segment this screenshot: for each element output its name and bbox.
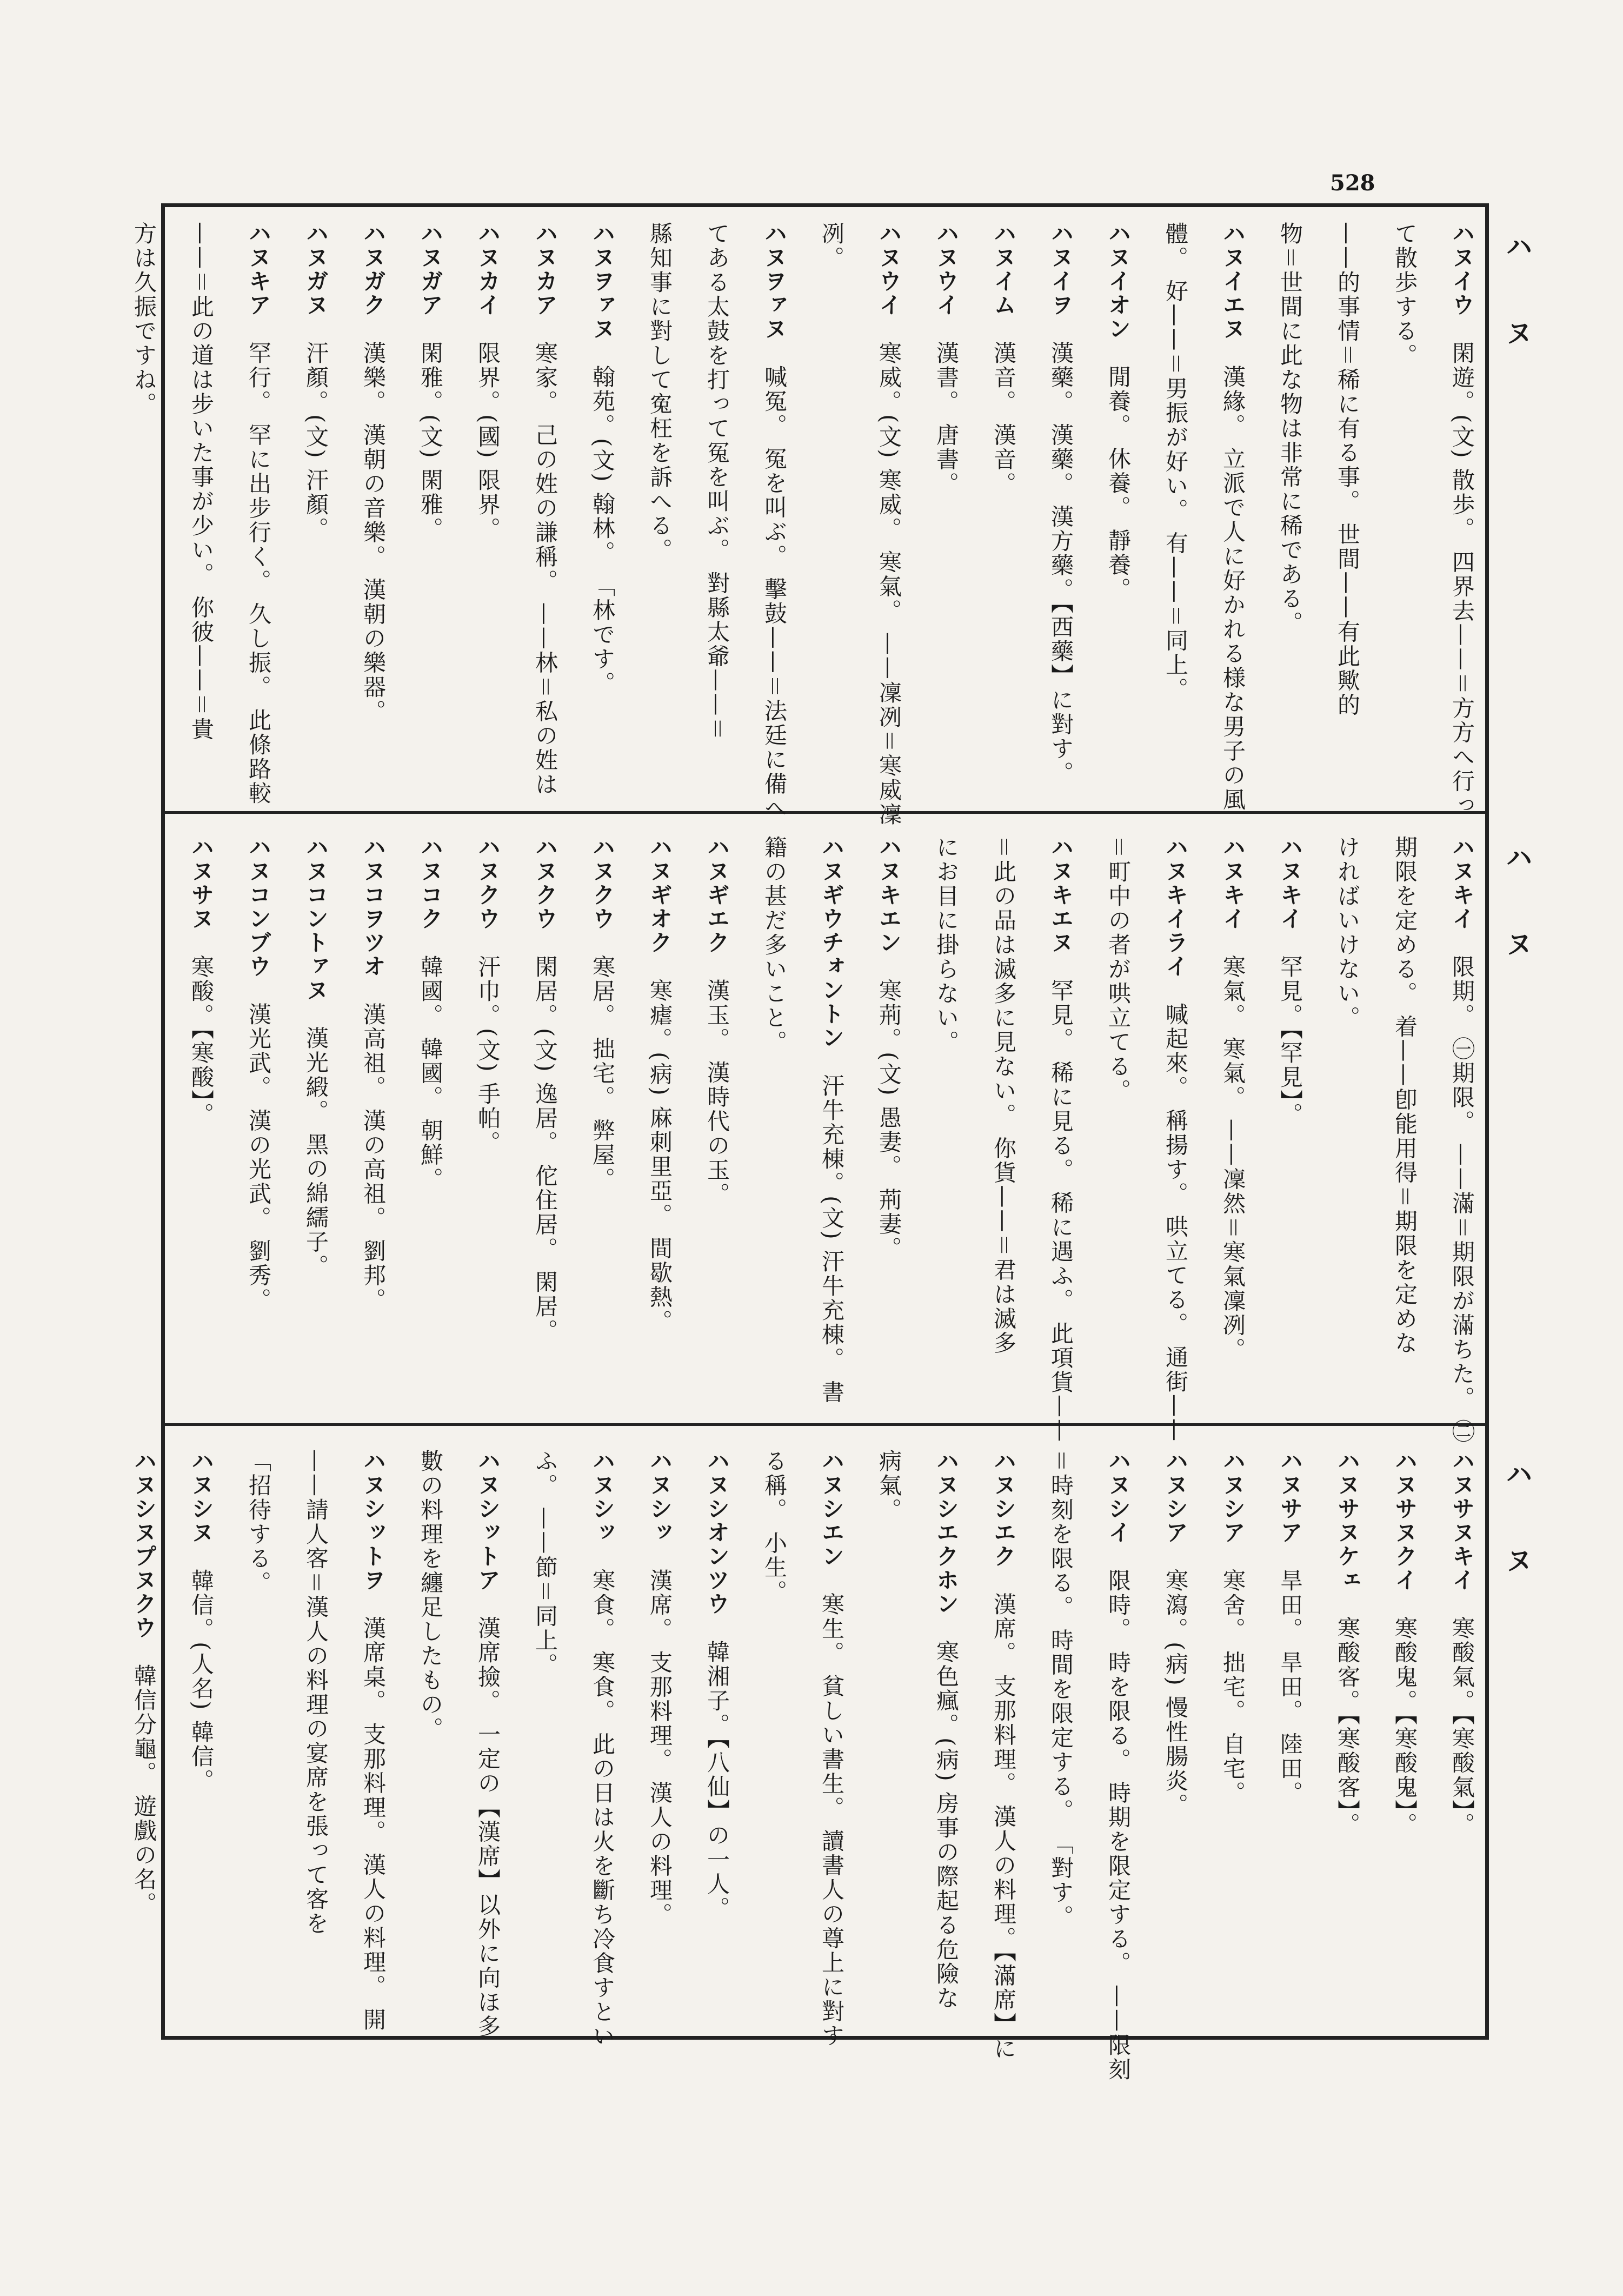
entry-line — [240, 1449, 270, 2028]
entry-line — [297, 1449, 327, 2028]
entry-definition: 數の料理を纏足したもの。 — [417, 1449, 444, 1741]
entry-definition: 罕行。 罕に出步行く。 久し振。 此條路較 — [245, 341, 272, 806]
entry-definition: る稱。 小生。 — [761, 1449, 788, 1604]
entry-definition: 漢緣。 立派で人に好かれる様な男子の風 — [1220, 365, 1246, 812]
dictionary-entry — [786, 222, 902, 827]
entry-headword: ハヌウイ — [933, 222, 960, 317]
entry-line — [1156, 1449, 1187, 2028]
entry-line — [641, 222, 671, 800]
entry-line — [870, 1449, 900, 2028]
band-divider-1 — [161, 811, 1489, 814]
entry-definition: 喊起來。 稱揚す。 哄立てる。 通街—— — [1162, 1003, 1189, 1443]
entry-line — [755, 222, 788, 821]
entry-definition: 體。 好——＝男振が好い。 有——＝同上。 — [1162, 222, 1189, 702]
entry-headword: ハヌキエン — [876, 835, 902, 954]
entry-headword: ハヌコヲツオ — [360, 835, 387, 978]
entry-line — [755, 1449, 786, 2028]
entry-line — [1156, 835, 1189, 1443]
dictionary-entry — [1072, 222, 1132, 800]
entry-line — [1099, 222, 1132, 800]
dictionary-entry — [384, 1449, 501, 2039]
entry-line — [698, 1449, 728, 2028]
entry-headword: ハヌシイ — [1105, 1449, 1132, 1544]
entry-line — [1099, 835, 1132, 1414]
entry-headword: ハヌギオク — [647, 835, 673, 954]
entry-headword: ハヌコク — [417, 835, 444, 931]
entry-definition: 閑遊。(文) 散歩。 四界去——＝方方へ行っ — [1449, 341, 1475, 818]
entry-definition: 漢席桌。 支那料理。 漢人の料理。 開 — [360, 1616, 387, 2033]
entry-definition: 汗牛充棟。(文) 汗牛充棟。 書 — [819, 1074, 845, 1405]
entry-line — [1328, 1449, 1359, 2028]
entry-definition: 翰苑。(文) 翰林。 「林です。 — [589, 365, 616, 696]
entry-definition: 病氣。 — [876, 1449, 902, 1522]
entry-line — [1328, 835, 1359, 1414]
entry-headword: ハヌクウ — [532, 835, 558, 931]
entry-line — [469, 1449, 501, 2039]
entry-definition: 漢光武。 漢の光武。 劉秀。 — [245, 1003, 272, 1312]
entry-definition: 物＝世間に此な物は非常に稀である。 — [1277, 222, 1303, 636]
entry-line — [297, 835, 327, 1414]
dictionary-entry — [442, 835, 499, 1414]
entry-line — [927, 1449, 960, 2028]
entry-definition: 「招待する。 — [245, 1449, 272, 1595]
entry-definition: ＝此の品は滅多に見ない。 你貨——＝君は滅多 — [990, 835, 1017, 1356]
entry-definition: 閒養。 休養。 靜養。 — [1105, 365, 1132, 602]
entry-line — [1042, 222, 1072, 800]
entry-line — [927, 222, 960, 800]
entry-definition: 閑雅。(文) 閑雅。 — [417, 341, 444, 542]
entry-headword: ハヌキア — [245, 222, 272, 317]
dictionary-entry — [212, 1449, 387, 2033]
entry-headword: ハヌシッ — [589, 1449, 616, 1544]
dictionary-entry — [671, 835, 728, 1414]
entry-definition: 限期。 ㊀期限。 ——滿＝期限が滿ちた。 ㊁ — [1449, 955, 1475, 1444]
dictionary-entry — [384, 222, 442, 800]
entry-headword: ハヌイオン — [1105, 222, 1132, 341]
entry-definition: 限界。(國) 限界。 — [475, 341, 501, 542]
band-label-3: ハ ヌ — [1501, 1460, 1533, 1598]
entry-line — [297, 222, 327, 800]
entry-headword: ハヌサヌ — [188, 835, 215, 931]
dictionary-entry — [1359, 1449, 1416, 2028]
entry-definition: 寒酸氣。【寒酸氣】。 — [1449, 1616, 1475, 1837]
entry-headword: ハヌガア — [417, 222, 444, 317]
dictionary-entry — [270, 222, 327, 800]
entry-definition: 寒舍。 拙宅。 自宅。 — [1220, 1569, 1246, 1806]
entry-line — [641, 1449, 671, 2028]
dictionary-entry — [98, 222, 272, 806]
entry-definition: ——請人客＝漢人の料理の宴席を張って客を — [303, 1449, 329, 1936]
dictionary-entry — [1244, 1449, 1301, 2028]
entry-definition: 喊冤。 冤を叫ぶ。 擊鼓——＝法廷に備へ — [761, 365, 788, 821]
entry-definition: 漢席。 支那料理。 漢人の料理。 — [647, 1569, 673, 1927]
dictionary-entry — [327, 835, 387, 1414]
band-2 — [178, 835, 1475, 1444]
entry-definition: 韓國。 韓國。 朝鮮。 — [417, 955, 444, 1192]
entry-definition: 漢高祖。 漢の高祖。 劉邦。 — [360, 1003, 387, 1312]
entry-line — [1271, 222, 1301, 800]
dictionary-entry — [614, 835, 671, 1414]
entry-line — [1156, 222, 1187, 800]
entry-headword: ハヌキイ — [1220, 835, 1246, 931]
entry-headword: ハヌサヌクイ — [1392, 1449, 1418, 1592]
entry-headword: ハヌイウ — [1449, 222, 1475, 317]
entry-line — [1214, 835, 1244, 1414]
entry-line — [583, 1449, 616, 2049]
entry-definition: ければいけない。 — [1334, 835, 1361, 1030]
dictionary-entry — [1129, 1449, 1187, 2028]
entry-definition: 閑居。(文) 逸居。 佗住居。 閑居。 — [532, 955, 558, 1343]
entry-definition: 旱田。 旱田。 陸田。 — [1277, 1569, 1303, 1806]
dictionary-entry — [1244, 222, 1359, 800]
entry-line — [1386, 1449, 1416, 2028]
entry-headword: ハヌキエヌ — [1048, 835, 1074, 954]
dictionary-entry — [1015, 1449, 1132, 2082]
dictionary-entry — [1244, 835, 1301, 1414]
entry-headword: ハヌシエクホン — [933, 1449, 960, 1616]
dictionary-entry — [1301, 1449, 1359, 2028]
entry-definition: 寒食。 寒食。 此の日は火を斷ち冷食すとい — [589, 1569, 616, 2049]
entry-line — [240, 835, 270, 1414]
entry-line — [526, 1449, 556, 2028]
entry-definition: 冽。 — [819, 222, 845, 270]
entry-line — [813, 835, 843, 1414]
dictionary-entry — [728, 835, 843, 1414]
entry-definition: 寒酸。【寒酸】。 — [188, 955, 215, 1127]
entry-definition: にお目に掛らない。 — [933, 835, 960, 1054]
entry-definition: 韓信分龜。 遊戲の名。 — [131, 1664, 157, 1916]
entry-definition: ＝時刻を限る。 時間を限定する。 「對す。 — [1048, 1449, 1074, 1929]
entry-headword: ハヌシア — [1162, 1449, 1189, 1544]
entry-definition: 漢玉。 漢時代の玉。 — [704, 979, 730, 1207]
entry-headword: ハヌギエク — [704, 835, 730, 954]
entry-line — [411, 835, 442, 1414]
entry-line — [641, 835, 671, 1414]
band-label-2: ハ ヌ — [1501, 844, 1533, 982]
entry-definition: 漢光緞。 黑の綿繻子。 — [303, 1026, 329, 1279]
entry-headword: ハヌシエン — [819, 1449, 845, 1568]
entry-line — [870, 835, 900, 1414]
dictionary-entry — [1416, 1449, 1473, 2028]
dictionary-entry — [499, 835, 556, 1414]
entry-line — [813, 222, 843, 800]
dictionary-entry — [728, 1449, 845, 2048]
entry-definition: 漢樂。 漢朝の音樂。 漢朝の樂器。 — [360, 341, 387, 724]
dictionary-entry — [98, 1449, 155, 2028]
dictionary-entry — [1015, 222, 1072, 800]
dictionary-entry — [957, 222, 1015, 800]
entry-line — [1386, 222, 1416, 800]
dictionary-entry — [212, 835, 270, 1414]
entry-definition: 寒瀉。(病) 慢性腸炎。 — [1162, 1569, 1189, 1818]
entry-line — [411, 222, 442, 800]
dictionary-entry — [957, 1449, 1017, 2061]
entry-line — [927, 835, 960, 1414]
entry-headword: ハヌシヌ — [188, 1449, 215, 1544]
entry-headword: ハヌキイ — [1277, 835, 1303, 931]
entry-line — [1443, 1449, 1473, 2028]
entry-definition: 縣知事に對して寃枉を訴へる。 — [647, 222, 673, 562]
entry-line — [354, 835, 387, 1414]
entry-line — [1328, 222, 1359, 800]
dictionary-entry — [1359, 222, 1475, 818]
entry-definition: 寒氣。 寒氣。 ——凜然＝寒氣凜冽。 — [1220, 955, 1246, 1362]
entry-line — [1443, 835, 1475, 1444]
entry-definition: 寒威。(文) 寒威。 寒氣。 ——凜冽＝寒威凜 — [876, 341, 902, 827]
entry-line — [354, 222, 387, 800]
dictionary-entry — [556, 222, 614, 800]
entry-definition: ＝町中の者が哄立てる。 — [1105, 835, 1132, 1104]
entry-line — [125, 222, 155, 800]
entry-definition: 寒瘧。(病) 麻刺里亞。 間歇熱。 — [647, 979, 673, 1334]
entry-line — [1099, 1449, 1132, 2082]
entry-headword: ハヌヲァヌ — [761, 222, 788, 341]
entry-definition: 罕見。【罕見】。 — [1277, 955, 1303, 1127]
entry-line — [985, 1449, 1017, 2061]
dictionary-entry — [900, 222, 960, 800]
dictionary-entry — [442, 222, 499, 800]
entry-headword: ハヌシヌプヌクウ — [131, 1449, 157, 1640]
dictionary-entry — [327, 222, 387, 800]
entry-line — [182, 222, 215, 800]
dictionary-entry — [155, 1449, 215, 2028]
entry-line — [526, 222, 556, 800]
entry-headword: ハヌサア — [1277, 1449, 1303, 1544]
dictionary-entry — [614, 1449, 671, 2028]
entry-line — [1271, 1449, 1301, 2028]
entry-headword: ハヌサヌキイ — [1449, 1449, 1475, 1592]
entry-line — [125, 1449, 155, 2028]
dictionary-entry — [671, 1449, 728, 2028]
dictionary-entry — [900, 835, 1074, 1444]
entry-line — [1443, 222, 1475, 818]
entry-headword: ハヌシッ — [647, 1449, 673, 1544]
dictionary-entry — [556, 835, 614, 1414]
entry-headword: ハヌガヌ — [303, 222, 329, 317]
entry-headword: ハヌシットア — [475, 1449, 501, 1592]
entry-line — [583, 222, 614, 800]
entry-line — [469, 222, 499, 800]
entry-definition: 漢音。 漢音。 — [990, 341, 1017, 496]
entry-definition: 汗巾。(文) 手帕。 — [475, 955, 501, 1156]
entry-definition: 韓湘子。【八仙】の一人。 — [704, 1640, 730, 1921]
dictionary-entry — [1187, 835, 1244, 1414]
entry-line — [469, 835, 499, 1414]
entry-headword: ハヌシエク — [990, 1449, 1017, 1568]
entry-headword: ハヌイム — [990, 222, 1017, 317]
entry-definition: 寒酸客。【寒酸客】。 — [1334, 1616, 1361, 1837]
dictionary-entry — [843, 1449, 960, 2028]
entry-headword: ハヌシア — [1220, 1449, 1246, 1544]
entry-line — [240, 222, 272, 806]
entry-definition: ふ。 ——節＝同上。 — [532, 1449, 558, 1677]
entry-headword: ハヌシットヲ — [360, 1449, 387, 1592]
entry-definition: 寒生。 貧しい書生。 讀書人の尊上に對す — [819, 1592, 845, 2048]
entry-line — [698, 835, 728, 1414]
entry-line — [1042, 835, 1074, 1444]
entry-line — [755, 835, 786, 1414]
band-3 — [131, 1449, 1475, 2082]
entry-definition: 寒居。 拙宅。 弊屋。 — [589, 955, 616, 1192]
entry-headword: ハヌコンブウ — [245, 835, 272, 978]
entry-headword: ハヌイヲ — [1048, 222, 1074, 317]
entry-definition: 漢藥。 漢藥。 漢方藥。【西藥】に對す。 — [1048, 341, 1074, 786]
entry-line — [1042, 1449, 1072, 2028]
entry-headword: ハヌガク — [360, 222, 387, 317]
entry-definition: 漢席撿。 一定の【漢席】以外に向ほ多 — [475, 1616, 501, 2039]
entry-definition: 寒酸鬼。【寒酸鬼】。 — [1392, 1616, 1418, 1837]
entry-line — [182, 1449, 215, 2028]
entry-definition: 漢席。 支那料理。 漢人の料理。【滿席】に — [990, 1592, 1017, 2061]
entry-headword: ハヌウイ — [876, 222, 902, 317]
entry-definition: 籍の甚だ多いこと。 — [761, 835, 788, 1054]
entry-definition: てある太鼓を打って冤を叫ぶ。 對縣太爺——＝ — [704, 222, 730, 742]
entry-definition: 韓信。(人名) 韓信。 — [188, 1569, 215, 1794]
entry-line — [985, 835, 1015, 1414]
dictionary-entry — [614, 222, 788, 821]
dictionary-entry — [155, 835, 215, 1414]
entry-headword: ハヌシオンツウ — [704, 1449, 730, 1616]
dictionary-entry — [843, 835, 900, 1414]
dictionary-entry — [384, 835, 442, 1414]
entry-headword: ハヌギウチォントン — [819, 835, 845, 1050]
dictionary-entry — [1301, 835, 1475, 1444]
entry-line — [1271, 835, 1301, 1414]
entry-line — [698, 222, 728, 800]
entry-line — [526, 835, 556, 1414]
entry-definition: ——＝此の道は步いた事が少い。 你彼——＝貴 — [188, 222, 215, 742]
entry-line — [813, 1449, 845, 2048]
entry-headword: ハヌカア — [532, 222, 558, 317]
entry-headword: ハヌカイ — [475, 222, 501, 317]
dictionary-entry — [1129, 222, 1246, 812]
band-label-1: ハ ヌ — [1501, 233, 1533, 371]
entry-headword: ハヌヲァヌ — [589, 222, 616, 341]
entry-headword: ハヌクウ — [589, 835, 616, 931]
entry-definition: ——的事情＝稀に有る事。 世間——有此歟的 — [1334, 222, 1361, 718]
entry-line — [985, 222, 1015, 800]
entry-line — [1386, 835, 1416, 1414]
entry-headword: ハヌキイライ — [1162, 835, 1189, 978]
dictionary-entry — [1072, 835, 1189, 1443]
entry-line — [182, 835, 215, 1414]
band-1 — [131, 222, 1475, 827]
entry-headword: ハヌサヌケェ — [1334, 1449, 1361, 1592]
entry-definition: 限時。 時を限る。 時期を限定する。 ——限刻 — [1105, 1569, 1132, 2082]
entry-headword: ハヌイエヌ — [1220, 222, 1246, 341]
entry-line — [870, 222, 902, 827]
dictionary-entry — [499, 1449, 616, 2049]
entry-definition: 寒荊。(文) 愚妻。 荊妻。 — [876, 979, 902, 1261]
dictionary-entry — [1187, 1449, 1244, 2028]
entry-line — [354, 1449, 387, 2033]
dictionary-entry — [499, 222, 556, 800]
band-divider-2 — [161, 1423, 1489, 1426]
entry-headword: ハヌクウ — [475, 835, 501, 931]
entry-definition: 漢書。 唐書。 — [933, 341, 960, 496]
entry-definition: 汗顏。(文) 汗顏。 — [303, 341, 329, 542]
entry-line — [583, 835, 614, 1414]
entry-line — [411, 1449, 442, 2028]
entry-definition: 寒家。 己の姓の謙稱。 ——林＝私の姓は — [532, 341, 558, 797]
entry-definition: 寒色瘋。(病) 房事の際起る危險な — [933, 1640, 960, 2011]
entry-line — [1214, 222, 1246, 812]
entry-definition: 方は久振ですね。 — [131, 222, 157, 416]
entry-definition: 罕見。 稀に見る。 稀に遇ふ。 此項貨—— — [1048, 979, 1074, 1444]
entry-headword: ハヌキイ — [1449, 835, 1475, 931]
entry-definition: 期限を定める。 着——卽能用得＝期限を定めな — [1392, 835, 1418, 1356]
entry-line — [1214, 1449, 1244, 2028]
entry-headword: ハヌコントァヌ — [303, 835, 329, 1002]
entry-definition: て散歩する。 — [1392, 222, 1418, 368]
dictionary-entry — [270, 835, 327, 1414]
page-number: 528 — [1330, 170, 1375, 196]
